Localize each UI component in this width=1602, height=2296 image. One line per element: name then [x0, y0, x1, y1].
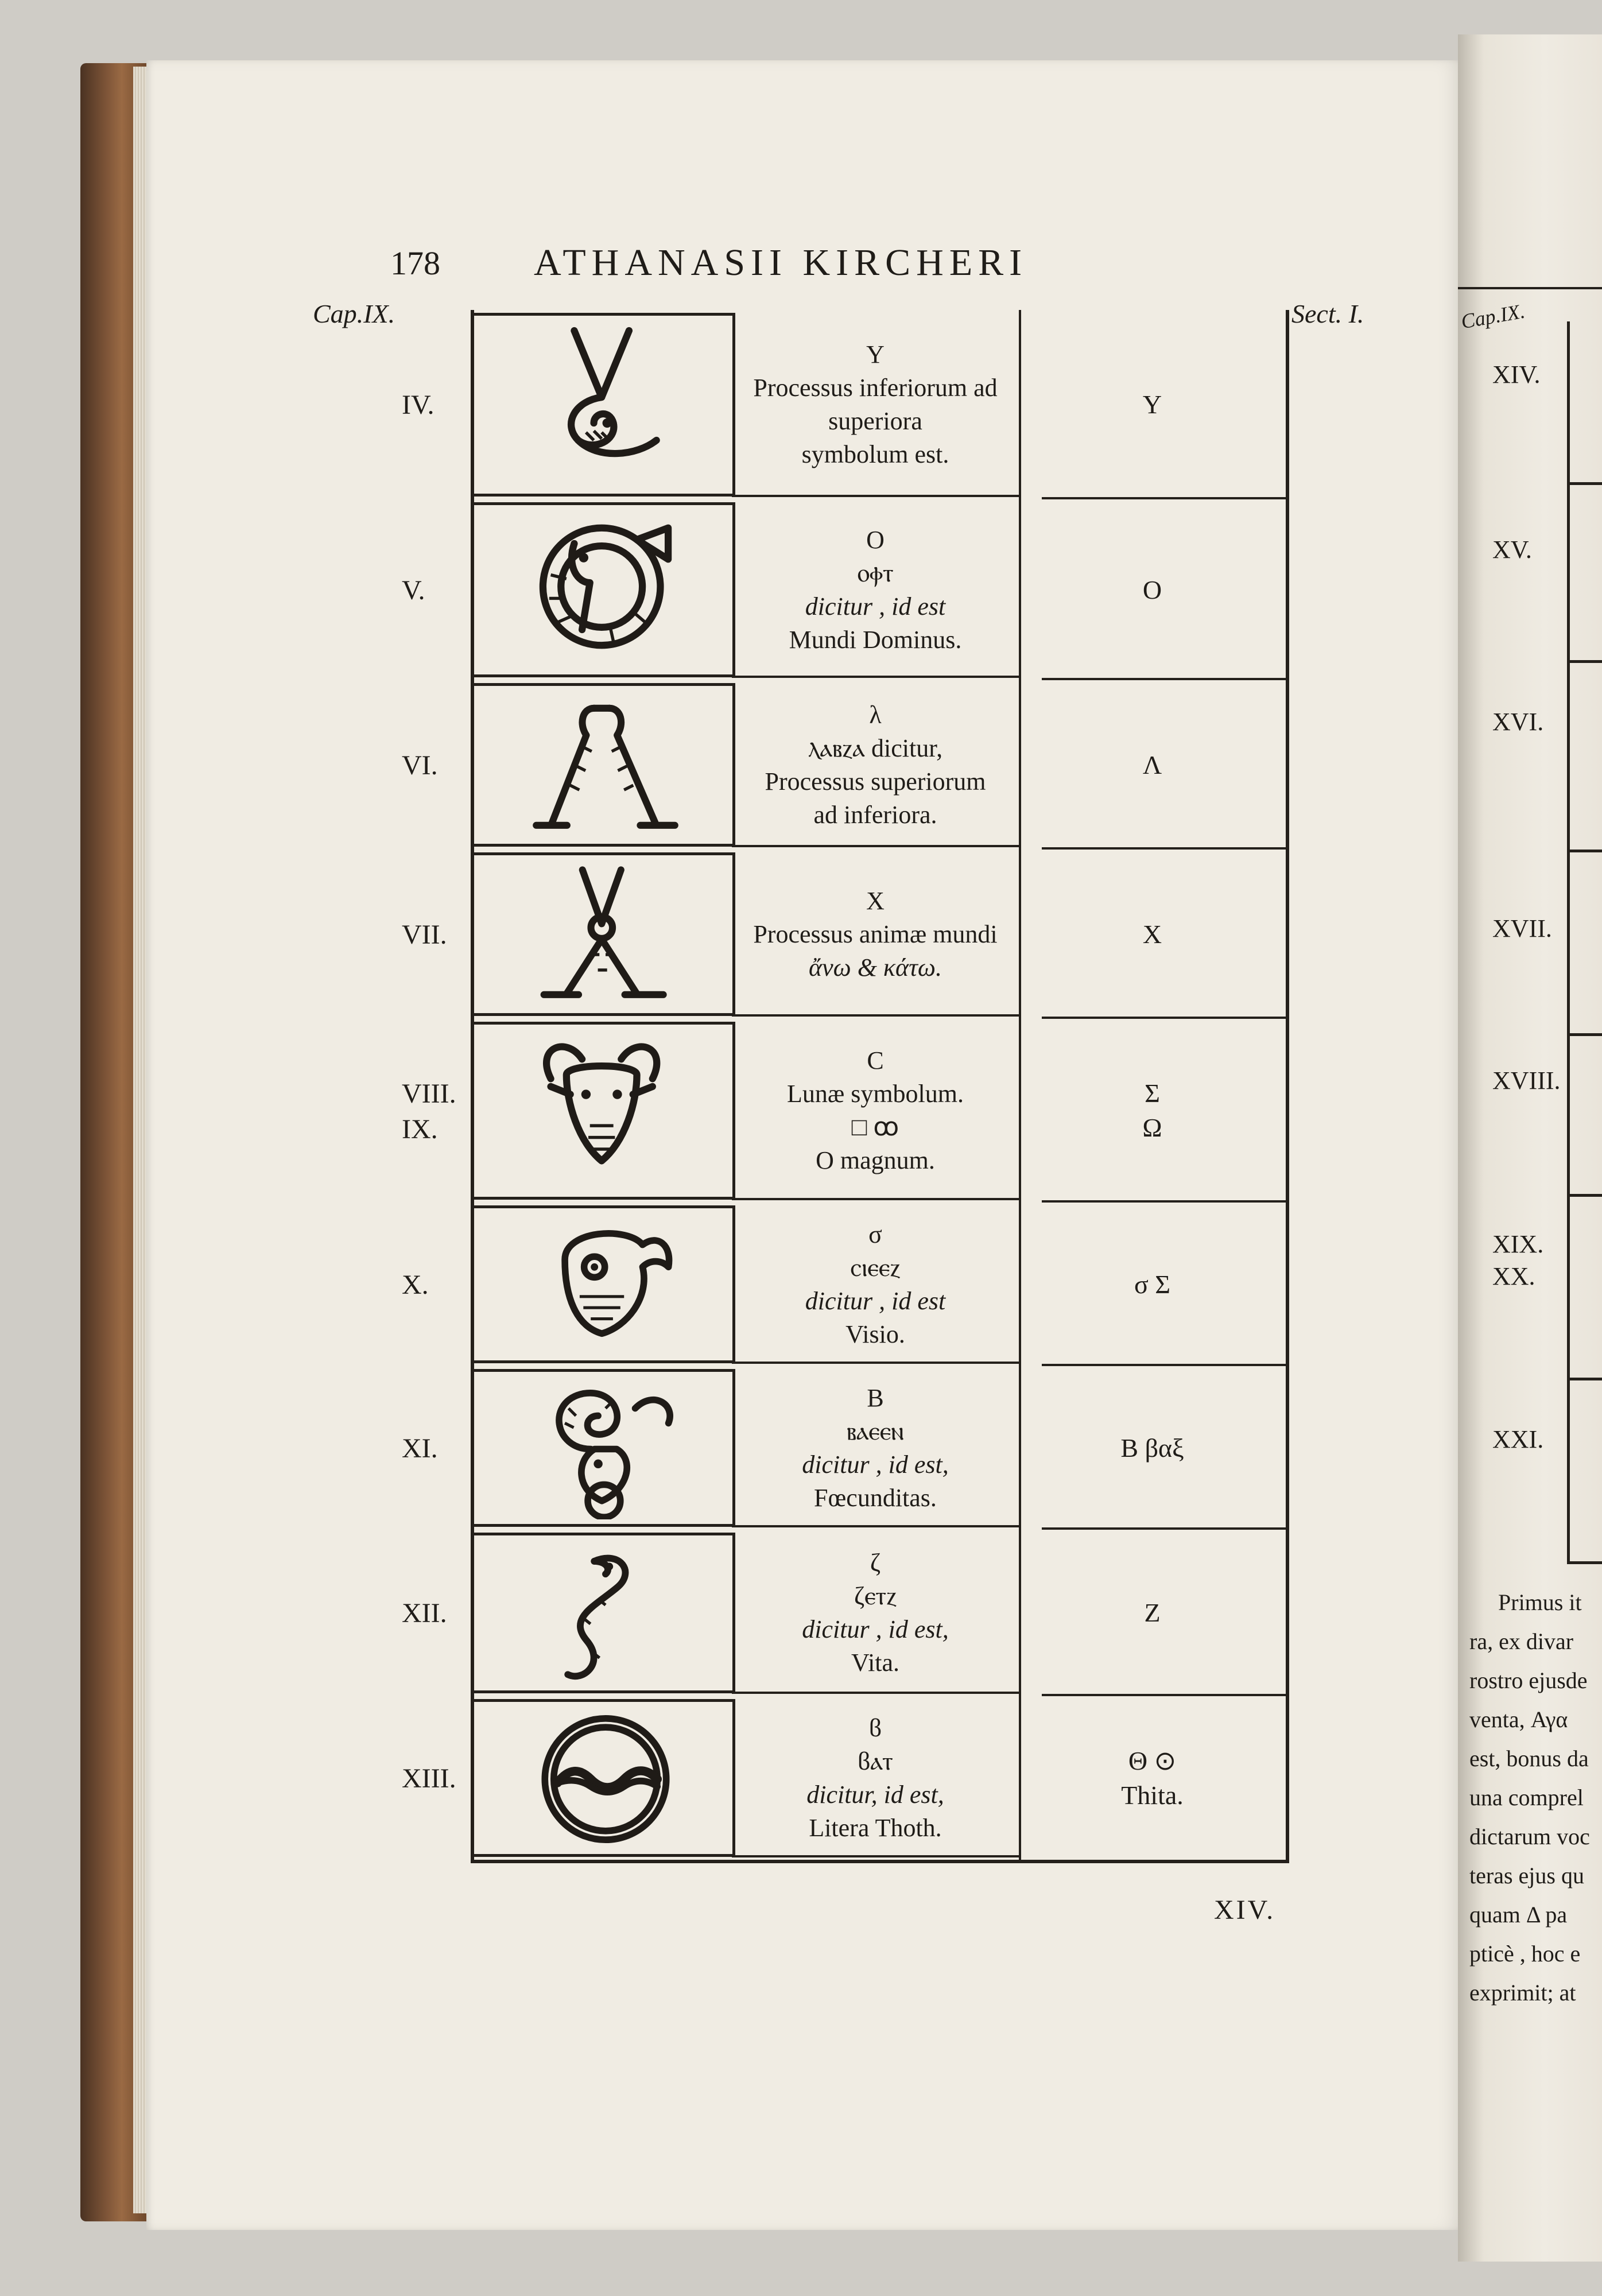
figure-frame — [471, 852, 735, 1016]
figure-frame — [471, 683, 735, 847]
next-page-fragment — [1458, 34, 1602, 2262]
margin-chapter: Cap.IX. — [313, 299, 395, 328]
next-page-text-line: rostro ejusde — [1469, 1667, 1588, 1693]
row-numeral: XIII. — [402, 1763, 456, 1794]
description-line: Processus animæ mundi — [753, 920, 998, 948]
next-page-text-line: una comprel — [1469, 1785, 1584, 1810]
description-cell — [738, 1382, 1013, 1515]
greek-letter: B — [867, 1383, 884, 1412]
next-page-text-line: Primus it — [1498, 1589, 1582, 1615]
greek-letter: ζ — [870, 1549, 881, 1577]
description-line: Litera Thoth. — [809, 1813, 942, 1842]
description-cell — [738, 1546, 1013, 1680]
cell-rule — [732, 1525, 1019, 1527]
latin-letter-cell: Λ — [1142, 750, 1162, 779]
row-numeral: VII. — [402, 919, 447, 950]
next-page-text-line: pticè , hoc e — [1469, 1941, 1581, 1967]
cell-rule — [732, 495, 1019, 497]
cell-rule — [732, 1014, 1019, 1017]
greek-letter: σ — [868, 1220, 882, 1248]
greek-letter: O — [866, 525, 885, 554]
latin-letter-cell: Σ Ω — [1142, 1079, 1162, 1142]
right-cell-rule — [1042, 1017, 1286, 1019]
row-numeral: XI. — [402, 1433, 438, 1464]
description-line: ζⲉⲧⲍ — [854, 1582, 897, 1610]
cell-rule — [732, 1692, 1019, 1694]
figure-frame — [471, 502, 735, 677]
next-page-numeral: XVII. — [1492, 914, 1552, 943]
right-cell-rule — [1042, 1200, 1286, 1203]
description-line: Lunæ symbolum. — [786, 1080, 964, 1108]
description-line: Visio. — [845, 1320, 905, 1348]
description-line: □ ꝏ — [851, 1113, 899, 1141]
table-bottom-rule — [471, 1860, 1289, 1863]
forked-bird-icon — [519, 323, 692, 472]
description-line: ad inferiora. — [813, 800, 937, 829]
next-page-numeral: XXI. — [1492, 1425, 1544, 1453]
description-line: Processus inferiorum ad — [753, 374, 998, 402]
description-cell — [738, 885, 1013, 984]
description-line: ⲟⲫⲧ — [857, 559, 894, 587]
next-page-rule — [1567, 1378, 1602, 1380]
description-cell — [738, 523, 1013, 657]
greek-letter: C — [867, 1046, 884, 1075]
description-line: Vita. — [851, 1649, 900, 1677]
hawk-head-icon — [519, 1215, 692, 1356]
greek-letter: X — [866, 886, 885, 915]
description-cell — [738, 1044, 1013, 1177]
latin-letter-cell: σ Σ — [1134, 1269, 1171, 1299]
description-line: dicitur , id est, — [802, 1615, 949, 1643]
cell-rule — [732, 1198, 1019, 1200]
table-right-rule — [1286, 310, 1289, 1863]
cell-rule — [732, 1855, 1019, 1857]
latin-letter-cell: Υ — [1142, 390, 1162, 419]
next-page-rule — [1567, 1194, 1602, 1197]
next-page-rule — [1567, 1561, 1602, 1564]
row-numeral: IV. — [402, 390, 435, 420]
description-line: superiora — [828, 407, 922, 435]
next-page-text-line: est, bonus da — [1469, 1746, 1589, 1771]
latin-letter-cell: Θ ⊙ Thita. — [1121, 1746, 1184, 1810]
latin-letter-cell: Z — [1144, 1598, 1161, 1627]
figure-frame — [471, 1533, 735, 1693]
description-line: ⲗⲁⲃⲍⲁ dicitur, — [808, 734, 943, 762]
description-line: symbolum est. — [801, 440, 949, 468]
figure-frame — [471, 1022, 735, 1200]
description-cell — [738, 1218, 1013, 1351]
description-line: dicitur , id est — [805, 1286, 946, 1315]
striding-legs-icon — [519, 693, 692, 839]
figure-frame — [471, 1369, 735, 1527]
bull-head-icon — [519, 1031, 692, 1181]
row-numeral: V. — [402, 575, 425, 606]
margin-section: Sect. I. — [1291, 299, 1364, 328]
row-numeral: VIII. IX. — [402, 1079, 456, 1145]
latin-letter-cell: X — [1142, 919, 1162, 949]
ibis-horn-icon — [519, 512, 692, 661]
serpent-icon — [519, 1542, 692, 1686]
next-page-numeral: XVI. — [1492, 708, 1544, 736]
right-cell-rule — [1042, 1527, 1286, 1530]
next-page-rule — [1567, 660, 1602, 663]
latin-letter-cell: O — [1142, 575, 1162, 604]
next-page-rule — [1567, 482, 1602, 485]
description-line: dicitur , id est, — [802, 1450, 949, 1479]
next-page-text-line: venta, Αγα — [1469, 1707, 1568, 1732]
wave-circle-icon — [519, 1709, 692, 1849]
description-line: ⲃⲁⲉⲉⲛ — [847, 1417, 904, 1445]
next-page-text-line: quam Δ pa — [1469, 1902, 1568, 1927]
figure-frame — [471, 1699, 735, 1857]
description-line: ἄνω & κάτω. — [809, 953, 942, 982]
description-cell — [738, 699, 1013, 832]
cell-rule — [732, 845, 1019, 847]
crossed-bird-icon — [519, 862, 692, 1009]
description-line: Fœcunditas. — [814, 1483, 937, 1512]
figure-frame — [471, 1205, 735, 1363]
greek-letter: Υ — [866, 340, 885, 369]
next-page-rule — [1567, 321, 1570, 1561]
latin-letter-cell: B βαξ — [1120, 1433, 1184, 1463]
row-numeral: XII. — [402, 1598, 447, 1628]
description-line: dicitur , id est — [805, 592, 946, 620]
greek-letter: λ — [869, 700, 882, 729]
greek-letter: ϐ — [868, 1713, 882, 1742]
next-page-numeral: XIV. — [1492, 360, 1541, 389]
description-line: dicitur, id est, — [806, 1780, 944, 1809]
running-title: ATHANASII KIRCHERI — [534, 242, 1028, 284]
right-cell-rule — [1042, 847, 1286, 850]
description-line: ⲥⲓⲉⲉⲍ — [850, 1253, 901, 1282]
description-line: Processus superiorum — [765, 767, 986, 796]
description-cell — [738, 338, 1013, 471]
row-numeral: X. — [402, 1269, 429, 1300]
description-line: O magnum. — [816, 1146, 935, 1174]
next-page-numeral: XVIII. — [1492, 1066, 1561, 1095]
next-page-margin: Cap.IX. — [1459, 299, 1527, 333]
right-cell-rule — [1042, 1694, 1286, 1696]
page-number: 178 — [390, 245, 440, 282]
description-cell — [738, 1712, 1013, 1845]
description-line: Mundi Dominus. — [789, 625, 962, 654]
right-cell-rule — [1042, 1364, 1286, 1366]
next-page-text-line: dictarum voc — [1469, 1824, 1590, 1849]
next-page-rule — [1567, 1033, 1602, 1036]
next-page-text-line: teras ejus qu — [1469, 1863, 1584, 1888]
catchword: XIV. — [1214, 1895, 1276, 1925]
next-page-numeral: XV. — [1492, 536, 1532, 564]
next-page-rule — [1458, 287, 1602, 289]
cell-rule — [732, 1362, 1019, 1364]
row-numeral: VI. — [402, 750, 438, 781]
next-page-text-line: exprimit; at — [1469, 1980, 1576, 2006]
next-page-rule — [1567, 850, 1602, 852]
description-line: ϐⲁⲧ — [858, 1747, 893, 1775]
next-page-text-line: ra, ex divar — [1469, 1628, 1574, 1654]
figure-frame — [471, 313, 735, 497]
right-cell-rule — [1042, 497, 1286, 499]
right-cell-rule — [1042, 678, 1286, 680]
next-page-numeral: XIX. XX. — [1492, 1230, 1544, 1290]
cell-rule — [732, 676, 1019, 678]
ram-head-icon — [519, 1379, 692, 1519]
